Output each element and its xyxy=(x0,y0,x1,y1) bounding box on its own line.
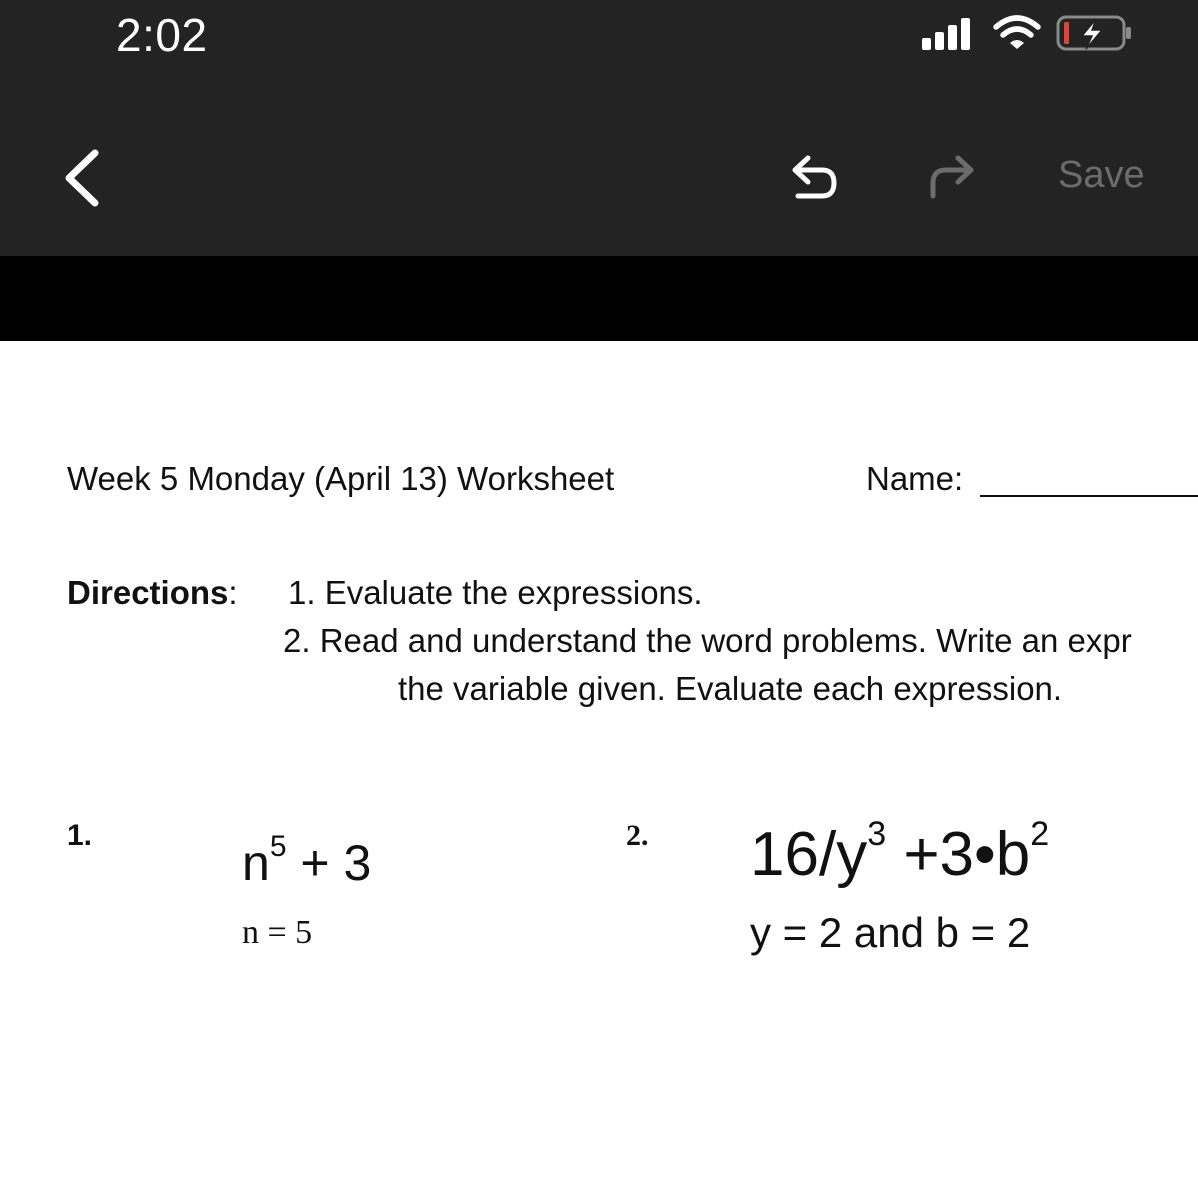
toolbar-divider-band xyxy=(0,256,1198,341)
problem-2-given: y = 2 and b = 2 xyxy=(750,909,1031,956)
name-blank-line xyxy=(980,495,1198,497)
directions-colon: : xyxy=(228,574,238,611)
save-button[interactable]: Save xyxy=(1058,154,1145,196)
editor-toolbar xyxy=(0,90,1198,256)
problem-2-number: 2. xyxy=(626,819,649,852)
worksheet-document xyxy=(0,341,1198,1200)
wifi-icon xyxy=(992,14,1042,57)
cellular-signal-icon xyxy=(922,16,978,57)
worksheet-title: Week 5 Monday (April 13) Worksheet xyxy=(67,460,615,497)
problem-2-part-2: +3•b xyxy=(886,820,1031,889)
undo-button[interactable] xyxy=(786,152,842,204)
problem-2-expression xyxy=(750,815,1050,890)
battery-charging-icon xyxy=(1056,14,1136,59)
problem-1-number: 1. xyxy=(67,819,93,852)
directions-label xyxy=(67,574,238,612)
chevron-left-icon xyxy=(58,148,108,208)
problem-1-exponent: 5 xyxy=(269,830,287,864)
redo-icon xyxy=(924,152,980,204)
name-label: Name: xyxy=(866,460,964,497)
problem-1-given: n = 5 xyxy=(242,914,313,951)
direction-line-1: 1. Evaluate the expressions. xyxy=(288,574,703,611)
back-button[interactable] xyxy=(58,148,108,208)
directions-label-text: Directions xyxy=(67,574,229,611)
problem-1-expression xyxy=(242,830,372,892)
direction-line-2: 2. Read and understand the word problems. Write an expr xyxy=(283,622,1132,659)
direction-line-3: the variable given. Evaluate each expression. xyxy=(398,670,1063,707)
redo-button[interactable] xyxy=(924,152,980,204)
problem-1-base: n xyxy=(242,835,270,891)
problem-2-part-1: 16/y xyxy=(750,820,868,889)
problem-2-exponent-2: 2 xyxy=(1030,815,1050,854)
problem-2-exponent-1: 3 xyxy=(867,815,887,854)
undo-icon xyxy=(786,152,842,204)
status-bar xyxy=(0,0,1198,90)
clock-time: 2:02 xyxy=(116,9,208,61)
problem-1-rest: + 3 xyxy=(286,835,372,891)
